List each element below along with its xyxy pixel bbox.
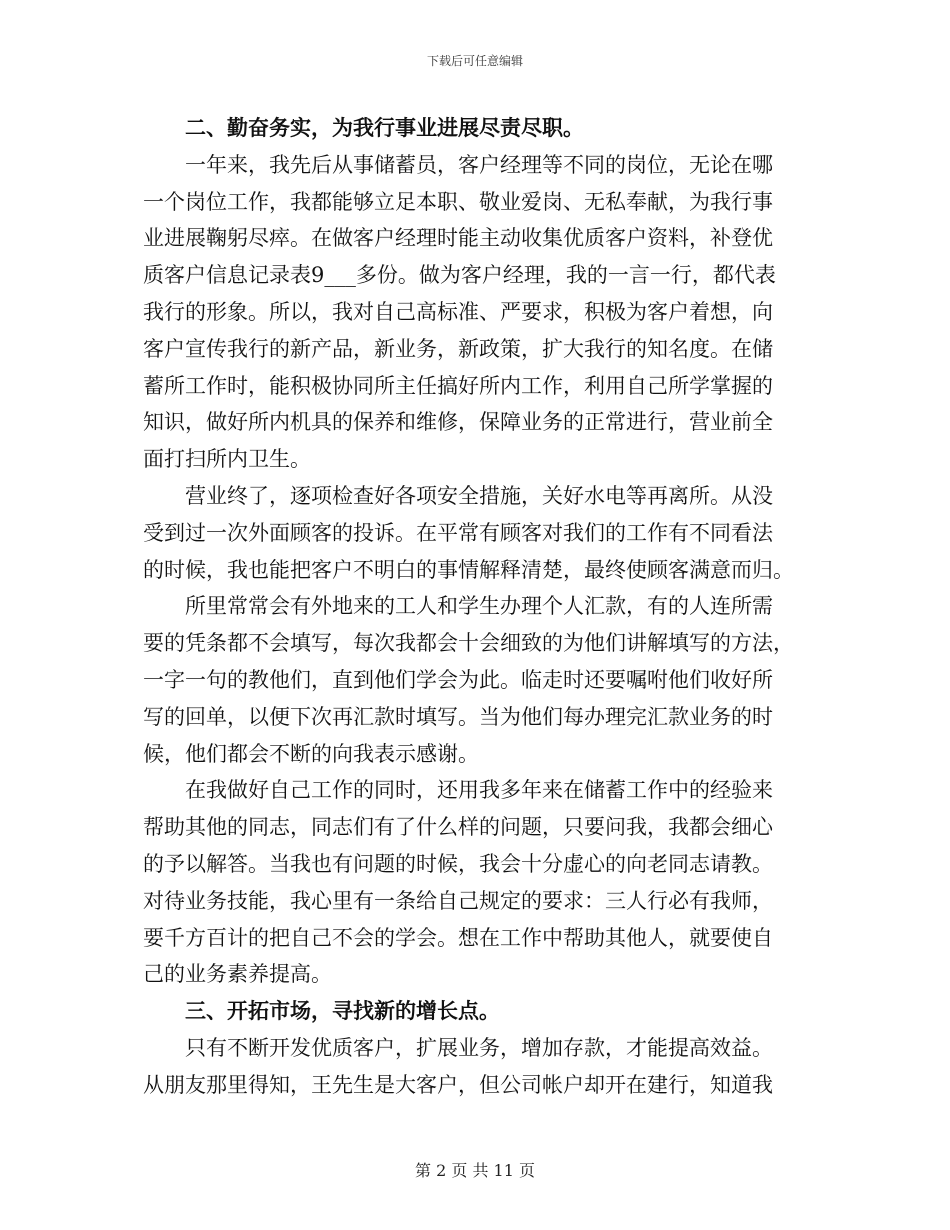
paragraph	[143, 478, 808, 588]
text-line: 营业终了，逐项检查好各项安全措施，关好水电等再离所。从没	[185, 483, 773, 508]
text-line: 我行的形象。所以，我对自己高标准、严要求，积极为客户着想，向	[143, 299, 773, 324]
text-line: 知识，做好所内机具的保养和维修，保障业务的正常进行，营业前全	[143, 410, 773, 435]
text-line: 的时候，我也能把客户不明白的事情解释清楚，最终使顾客满意而归。	[143, 557, 794, 582]
page-number: 第 2 页 共 11 页	[415, 1161, 535, 1180]
text-line: 要千方百计的把自己不会的学会。想在工作中帮助其他人，就要使自	[143, 925, 773, 950]
text-line: 只有不断开发优质客户，扩展业务，增加存款，才能提高效益。	[185, 1035, 773, 1060]
section-heading: 二、勤奋务实，为我行事业进展尽责尽职。	[185, 115, 584, 140]
text-line: 候，他们都会不断的向我表示感谢。	[143, 741, 479, 766]
text-line: 客户宣传我行的新产品，新业务，新政策，扩大我行的知名度。在储	[143, 336, 773, 361]
paragraph	[143, 588, 808, 772]
text-line: 在我做好自己工作的同时，还用我多年来在储蓄工作中的经验来	[185, 778, 773, 803]
text-line: 业进展鞠躬尽瘁。在做客户经理时能主动收集优质客户资料，补登优	[143, 226, 773, 251]
text-line: 所里常常会有外地来的工人和学生办理个人汇款，有的人连所需	[185, 594, 773, 619]
text-line: 受到过一次外面顾客的投诉。在平常有顾客对我们的工作有不同看法	[143, 520, 773, 545]
text-line: 面打扫所内卫生。	[143, 447, 311, 472]
text-line: 质客户信息记录表9___多份。做为客户经理，我的一言一行，都代表	[143, 263, 776, 288]
text-line: 一字一句的教他们，直到他们学会为此。临走时还要嘱咐他们收好所	[143, 667, 773, 692]
text-line: 一年来，我先后从事储蓄员，客户经理等不同的岗位，无论在哪	[185, 152, 773, 177]
text-line: 蓄所工作时，能积极协同所主任搞好所内工作，利用自己所学掌握的	[143, 373, 773, 398]
paragraph	[143, 147, 808, 478]
text-line: 帮助其他的同志，同志们有了什么样的问题，只要问我，我都会细心	[143, 815, 773, 840]
paragraph	[143, 772, 808, 993]
document-body	[143, 110, 808, 1104]
text-line: 写的回单，以便下次再汇款时填写。当为他们每办理完汇款业务的时	[143, 704, 773, 729]
text-line: 己的业务素养提高。	[143, 962, 332, 987]
text-line: 从朋友那里得知，王先生是大客户，但公司帐户却开在建行，知道我	[143, 1072, 773, 1097]
paragraph	[143, 1030, 808, 1104]
text-line: 对待业务技能，我心里有一条给自己规定的要求：三人行必有我师，	[143, 888, 773, 913]
section-heading: 三、开拓市场，寻找新的增长点。	[185, 998, 500, 1024]
text-line: 一个岗位工作，我都能够立足本职、敬业爱岗、无私奉献，为我行事	[143, 189, 773, 214]
text-line: 要的凭条都不会填写，每次我都会十会细致的为他们讲解填写的方法，	[143, 631, 794, 656]
page-header: 下载后可任意编辑	[426, 54, 523, 68]
text-line: 的予以解答。当我也有问题的时候，我会十分虚心的向老同志请教。	[143, 851, 773, 876]
